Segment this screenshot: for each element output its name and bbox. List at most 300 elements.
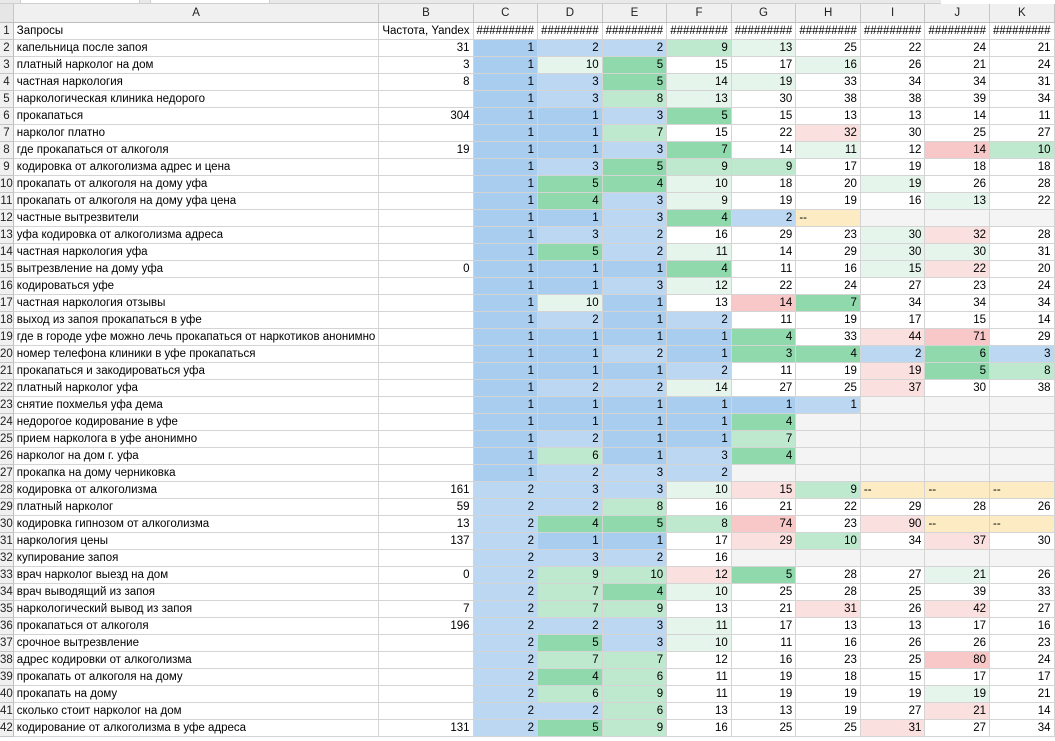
position-cell[interactable]: 9	[602, 719, 667, 736]
position-cell[interactable]: 17	[796, 158, 861, 175]
position-cell[interactable]: 34	[860, 73, 925, 90]
position-cell[interactable]: --	[990, 481, 1055, 498]
position-cell[interactable]: 5	[602, 56, 667, 73]
position-cell[interactable]: 3	[538, 481, 603, 498]
row-header[interactable]: 26	[0, 447, 13, 464]
position-cell[interactable]: 26	[990, 566, 1055, 583]
position-cell[interactable]: 1	[602, 532, 667, 549]
column-header[interactable]: B	[379, 4, 473, 22]
position-cell[interactable]: 3	[602, 634, 667, 651]
position-cell[interactable]: 19	[731, 192, 796, 209]
row-header[interactable]: 7	[0, 124, 13, 141]
query-cell[interactable]: врач нарколог выезд на дом	[13, 566, 379, 583]
position-cell[interactable]: 3	[990, 345, 1055, 362]
position-cell[interactable]: 14	[731, 294, 796, 311]
position-cell[interactable]: 2	[538, 498, 603, 515]
position-cell[interactable]: 26	[925, 634, 990, 651]
position-cell[interactable]: 71	[925, 328, 990, 345]
position-cell[interactable]: 2	[602, 549, 667, 566]
cell[interactable]: #########	[731, 22, 796, 39]
frequency-cell[interactable]: 0	[379, 260, 473, 277]
position-cell[interactable]: 26	[925, 175, 990, 192]
position-cell[interactable]: 3	[602, 209, 667, 226]
position-cell[interactable]: 14	[731, 141, 796, 158]
frequency-cell[interactable]: 3	[379, 56, 473, 73]
position-cell[interactable]: 14	[667, 379, 732, 396]
frequency-cell[interactable]: 59	[379, 498, 473, 515]
position-cell[interactable]: 21	[731, 498, 796, 515]
frequency-cell[interactable]	[379, 413, 473, 430]
row-header[interactable]: 31	[0, 532, 13, 549]
position-cell[interactable]: 18	[925, 158, 990, 175]
position-cell[interactable]: 29	[990, 328, 1055, 345]
position-cell[interactable]: 15	[860, 260, 925, 277]
frequency-cell[interactable]	[379, 583, 473, 600]
row-header[interactable]: 1	[0, 22, 13, 39]
position-cell[interactable]: 27	[860, 702, 925, 719]
position-cell[interactable]: 1	[473, 107, 538, 124]
position-cell[interactable]: 15	[860, 668, 925, 685]
position-cell[interactable]: 21	[731, 600, 796, 617]
position-cell[interactable]: 44	[860, 328, 925, 345]
position-cell[interactable]: 3	[602, 277, 667, 294]
position-cell[interactable]: 1	[473, 243, 538, 260]
row-header[interactable]: 29	[0, 498, 13, 515]
position-cell[interactable]: 3	[602, 617, 667, 634]
position-cell[interactable]: 5	[731, 566, 796, 583]
position-cell[interactable]: 1	[473, 175, 538, 192]
position-cell[interactable]: 42	[925, 600, 990, 617]
position-cell[interactable]: 1	[473, 464, 538, 481]
position-cell[interactable]: 3	[602, 192, 667, 209]
position-cell[interactable]: --	[860, 481, 925, 498]
position-cell[interactable]: 11	[990, 107, 1055, 124]
position-cell[interactable]: 26	[860, 56, 925, 73]
position-cell[interactable]: 2	[473, 498, 538, 515]
position-cell[interactable]: 19	[796, 685, 861, 702]
position-cell[interactable]: 15	[667, 124, 732, 141]
position-cell[interactable]: 28	[796, 566, 861, 583]
position-cell[interactable]: 25	[860, 651, 925, 668]
position-cell[interactable]: 13	[667, 600, 732, 617]
query-cell[interactable]: уфа кодировка от алкоголизма адреса	[13, 226, 379, 243]
position-cell[interactable]: 28	[925, 498, 990, 515]
position-cell[interactable]: 38	[860, 90, 925, 107]
row-header[interactable]: 17	[0, 294, 13, 311]
row-header[interactable]: 11	[0, 192, 13, 209]
position-cell[interactable]: 5	[538, 175, 603, 192]
position-cell[interactable]: 21	[990, 685, 1055, 702]
position-cell[interactable]: 1	[473, 90, 538, 107]
frequency-cell[interactable]	[379, 651, 473, 668]
position-cell[interactable]	[925, 209, 990, 226]
frequency-cell[interactable]	[379, 702, 473, 719]
position-cell[interactable]	[990, 447, 1055, 464]
position-cell[interactable]: 25	[731, 583, 796, 600]
position-cell[interactable]: 10	[538, 294, 603, 311]
position-cell[interactable]	[990, 430, 1055, 447]
position-cell[interactable]: 1	[602, 362, 667, 379]
position-cell[interactable]: 21	[925, 702, 990, 719]
position-cell[interactable]: 3	[602, 464, 667, 481]
position-cell[interactable]: 13	[731, 39, 796, 56]
frequency-cell[interactable]	[379, 175, 473, 192]
position-cell[interactable]: 25	[860, 583, 925, 600]
position-cell[interactable]: 11	[731, 260, 796, 277]
position-cell[interactable]: 1	[538, 277, 603, 294]
position-cell[interactable]: 32	[925, 226, 990, 243]
position-cell[interactable]: 30	[860, 226, 925, 243]
position-cell[interactable]: 1	[473, 362, 538, 379]
position-cell[interactable]: 1	[667, 396, 732, 413]
position-cell[interactable]: 7	[667, 141, 732, 158]
position-cell[interactable]: 4	[602, 583, 667, 600]
position-cell[interactable]: 7	[538, 583, 603, 600]
position-cell[interactable]	[925, 447, 990, 464]
position-cell[interactable]: 15	[667, 56, 732, 73]
frequency-cell[interactable]	[379, 447, 473, 464]
position-cell[interactable]: 37	[925, 532, 990, 549]
position-cell[interactable]: 22	[925, 260, 990, 277]
position-cell[interactable]: 3	[602, 107, 667, 124]
query-cell[interactable]: кодировка от алкоголизма	[13, 481, 379, 498]
column-header[interactable]: A	[13, 4, 379, 22]
position-cell[interactable]: 15	[925, 311, 990, 328]
position-cell[interactable]: 13	[667, 702, 732, 719]
position-cell[interactable]: 27	[925, 719, 990, 736]
position-cell[interactable]: 9	[796, 481, 861, 498]
position-cell[interactable]: 6	[602, 702, 667, 719]
frequency-cell[interactable]	[379, 345, 473, 362]
row-header[interactable]: 16	[0, 277, 13, 294]
query-cell[interactable]: врач выводящий из запоя	[13, 583, 379, 600]
query-cell[interactable]: платный нарколог на дом	[13, 56, 379, 73]
position-cell[interactable]: 3	[667, 447, 732, 464]
position-cell[interactable]: 25	[796, 719, 861, 736]
position-cell[interactable]	[860, 413, 925, 430]
position-cell[interactable]: 1	[731, 396, 796, 413]
query-cell[interactable]: прокапать на дому	[13, 685, 379, 702]
position-cell[interactable]: 1	[473, 413, 538, 430]
row-header[interactable]: 37	[0, 634, 13, 651]
position-cell[interactable]	[796, 430, 861, 447]
position-cell[interactable]: 29	[860, 498, 925, 515]
frequency-cell[interactable]: 31	[379, 39, 473, 56]
position-cell[interactable]: --	[796, 209, 861, 226]
position-cell[interactable]: 1	[473, 226, 538, 243]
frequency-cell[interactable]: 137	[379, 532, 473, 549]
position-cell[interactable]: 4	[796, 345, 861, 362]
frequency-cell[interactable]	[379, 634, 473, 651]
position-cell[interactable]: 7	[538, 600, 603, 617]
position-cell[interactable]: 17	[990, 668, 1055, 685]
position-cell[interactable]: 2	[667, 464, 732, 481]
position-cell[interactable]: 2	[473, 702, 538, 719]
position-cell[interactable]: 1	[667, 413, 732, 430]
row-header[interactable]: 38	[0, 651, 13, 668]
position-cell[interactable]: 19	[796, 362, 861, 379]
position-cell[interactable]: 23	[796, 226, 861, 243]
frequency-cell[interactable]	[379, 209, 473, 226]
frequency-cell[interactable]	[379, 158, 473, 175]
query-cell[interactable]: где в городе уфе можно лечь прокапаться от наркотиков анонимно	[13, 328, 379, 345]
position-cell[interactable]	[796, 447, 861, 464]
position-cell[interactable]: 24	[925, 39, 990, 56]
position-cell[interactable]: 10	[667, 634, 732, 651]
position-cell[interactable]: 1	[538, 413, 603, 430]
position-cell[interactable]: 19	[860, 158, 925, 175]
row-header[interactable]: 42	[0, 719, 13, 736]
position-cell[interactable]: 14	[990, 702, 1055, 719]
query-cell[interactable]: снятие похмелья уфа дема	[13, 396, 379, 413]
row-header[interactable]: 9	[0, 158, 13, 175]
cell[interactable]: #########	[860, 22, 925, 39]
position-cell[interactable]: 10	[796, 532, 861, 549]
position-cell[interactable]: 2	[602, 39, 667, 56]
position-cell[interactable]: 4	[731, 328, 796, 345]
position-cell[interactable]	[925, 464, 990, 481]
column-header[interactable]: H	[796, 4, 861, 22]
query-cell[interactable]: наркологический вывод из запоя	[13, 600, 379, 617]
row-header[interactable]: 33	[0, 566, 13, 583]
position-cell[interactable]: 34	[860, 532, 925, 549]
frequency-cell[interactable]	[379, 90, 473, 107]
query-cell[interactable]: частные вытрезвители	[13, 209, 379, 226]
query-cell[interactable]: нарколог на дом г. уфа	[13, 447, 379, 464]
frequency-cell[interactable]: 7	[379, 600, 473, 617]
position-cell[interactable]: 13	[796, 617, 861, 634]
position-cell[interactable]: 2	[473, 515, 538, 532]
position-cell[interactable]: 1	[602, 430, 667, 447]
cell[interactable]: #########	[925, 22, 990, 39]
query-cell[interactable]: прокапаться от алкоголя	[13, 617, 379, 634]
position-cell[interactable]: 1	[473, 209, 538, 226]
position-cell[interactable]: 3	[602, 481, 667, 498]
position-cell[interactable]: 17	[731, 56, 796, 73]
position-cell[interactable]: 29	[731, 226, 796, 243]
position-cell[interactable]: 27	[860, 566, 925, 583]
position-cell[interactable]: 5	[538, 243, 603, 260]
position-cell[interactable]: 9	[731, 158, 796, 175]
position-cell[interactable]: 4	[538, 192, 603, 209]
position-cell[interactable]: 31	[860, 719, 925, 736]
query-cell[interactable]: платный нарколог	[13, 498, 379, 515]
row-header[interactable]: 18	[0, 311, 13, 328]
query-cell[interactable]: вытрезвление на дому уфа	[13, 260, 379, 277]
position-cell[interactable]: 25	[796, 379, 861, 396]
position-cell[interactable]: 2	[667, 311, 732, 328]
position-cell[interactable]: 1	[473, 311, 538, 328]
position-cell[interactable]: 25	[796, 39, 861, 56]
query-cell[interactable]: кодировка от алкоголизма адрес и цена	[13, 158, 379, 175]
position-cell[interactable]: 19	[925, 685, 990, 702]
position-cell[interactable]: 2	[473, 583, 538, 600]
position-cell[interactable]: 26	[860, 600, 925, 617]
position-cell[interactable]: 31	[990, 243, 1055, 260]
cell[interactable]: #########	[796, 22, 861, 39]
position-cell[interactable]: 74	[731, 515, 796, 532]
frequency-cell[interactable]	[379, 464, 473, 481]
position-cell[interactable]: 2	[473, 600, 538, 617]
position-cell[interactable]: 13	[925, 192, 990, 209]
position-cell[interactable]: 5	[538, 634, 603, 651]
position-cell[interactable]: 3	[538, 90, 603, 107]
position-cell[interactable]	[860, 209, 925, 226]
position-cell[interactable]: 3	[538, 549, 603, 566]
position-cell[interactable]: 15	[731, 107, 796, 124]
position-cell[interactable]: 6	[538, 447, 603, 464]
position-cell[interactable]: 3	[602, 141, 667, 158]
row-header[interactable]: 36	[0, 617, 13, 634]
position-cell[interactable]: 2	[473, 651, 538, 668]
position-cell[interactable]: 22	[796, 498, 861, 515]
column-header[interactable]: C	[473, 4, 538, 22]
position-cell[interactable]: 1	[473, 124, 538, 141]
position-cell[interactable]: 1	[473, 73, 538, 90]
position-cell[interactable]: 17	[925, 617, 990, 634]
cell[interactable]: #########	[667, 22, 732, 39]
position-cell[interactable]: 39	[925, 583, 990, 600]
position-cell[interactable]: 10	[667, 481, 732, 498]
position-cell[interactable]: 39	[925, 90, 990, 107]
position-cell[interactable]: 27	[860, 277, 925, 294]
position-cell[interactable]: 15	[731, 481, 796, 498]
row-header[interactable]: 24	[0, 413, 13, 430]
frequency-cell[interactable]: 13	[379, 515, 473, 532]
position-cell[interactable]: 34	[925, 294, 990, 311]
position-cell[interactable]: 29	[731, 532, 796, 549]
query-cell[interactable]: прокапаться	[13, 107, 379, 124]
position-cell[interactable]: 2	[602, 243, 667, 260]
frequency-cell[interactable]	[379, 362, 473, 379]
position-cell[interactable]: 19	[796, 192, 861, 209]
query-cell[interactable]: кодирование от алкоголизма в уфе адреса	[13, 719, 379, 736]
row-header[interactable]: 20	[0, 345, 13, 362]
position-cell[interactable]: 34	[990, 90, 1055, 107]
position-cell[interactable]: 9	[667, 158, 732, 175]
row-header[interactable]: 19	[0, 328, 13, 345]
frequency-cell[interactable]: 0	[379, 566, 473, 583]
position-cell[interactable]: 1	[796, 396, 861, 413]
position-cell[interactable]: 1	[602, 260, 667, 277]
position-cell[interactable]: 1	[538, 260, 603, 277]
position-cell[interactable]: 14	[667, 73, 732, 90]
position-cell[interactable]: 31	[796, 600, 861, 617]
column-header[interactable]: I	[860, 4, 925, 22]
position-cell[interactable]: 25	[731, 719, 796, 736]
frequency-cell[interactable]	[379, 311, 473, 328]
position-cell[interactable]: 20	[990, 260, 1055, 277]
position-cell[interactable]: 3	[538, 158, 603, 175]
position-cell[interactable]	[925, 413, 990, 430]
position-cell[interactable]: 11	[796, 141, 861, 158]
query-cell[interactable]: нарколог платно	[13, 124, 379, 141]
position-cell[interactable]: 3	[731, 345, 796, 362]
position-cell[interactable]: 5	[602, 515, 667, 532]
position-cell[interactable]: 3	[538, 73, 603, 90]
row-header[interactable]: 8	[0, 141, 13, 158]
row-header[interactable]: 41	[0, 702, 13, 719]
position-cell[interactable]: 12	[667, 566, 732, 583]
position-cell[interactable]: 29	[796, 243, 861, 260]
row-header[interactable]: 23	[0, 396, 13, 413]
position-cell[interactable]: 19	[796, 702, 861, 719]
position-cell[interactable]: 1	[538, 141, 603, 158]
position-cell[interactable]: 2	[473, 634, 538, 651]
position-cell[interactable]: 17	[667, 532, 732, 549]
position-cell[interactable]: 1	[602, 311, 667, 328]
position-cell[interactable]: 21	[925, 566, 990, 583]
row-header[interactable]: 3	[0, 56, 13, 73]
position-cell[interactable]: 1	[602, 294, 667, 311]
position-cell[interactable]: 38	[796, 90, 861, 107]
frequency-cell[interactable]	[379, 226, 473, 243]
position-cell[interactable]: 1	[473, 260, 538, 277]
position-cell[interactable]: 6	[602, 668, 667, 685]
position-cell[interactable]: 4	[538, 515, 603, 532]
query-cell[interactable]: капельница после запоя	[13, 39, 379, 56]
position-cell[interactable]: 2	[473, 481, 538, 498]
position-cell[interactable]: 23	[925, 277, 990, 294]
query-cell[interactable]: наркология цены	[13, 532, 379, 549]
position-cell[interactable]: 23	[796, 515, 861, 532]
position-cell[interactable]: 25	[925, 124, 990, 141]
position-cell[interactable]: 30	[860, 243, 925, 260]
query-cell[interactable]: купирование запоя	[13, 549, 379, 566]
row-header[interactable]: 35	[0, 600, 13, 617]
position-cell[interactable]: 2	[602, 379, 667, 396]
position-cell[interactable]: 9	[538, 566, 603, 583]
position-cell[interactable]: 2	[538, 617, 603, 634]
position-cell[interactable]: 16	[990, 617, 1055, 634]
position-cell[interactable]: 2	[538, 39, 603, 56]
frequency-cell[interactable]: 19	[379, 141, 473, 158]
position-cell[interactable]: 2	[473, 617, 538, 634]
position-cell[interactable]: 10	[990, 141, 1055, 158]
column-header[interactable]: F	[667, 4, 732, 22]
position-cell[interactable]	[990, 413, 1055, 430]
position-cell[interactable]: 1	[538, 532, 603, 549]
position-cell[interactable]: 10	[602, 566, 667, 583]
query-cell[interactable]: частная наркология	[13, 73, 379, 90]
position-cell[interactable]: 1	[473, 379, 538, 396]
column-header[interactable]: G	[731, 4, 796, 22]
position-cell[interactable]	[731, 464, 796, 481]
position-cell[interactable]: 12	[860, 141, 925, 158]
row-header[interactable]: 15	[0, 260, 13, 277]
position-cell[interactable]: 1	[473, 277, 538, 294]
query-cell[interactable]: прием нарколога в уфе анонимно	[13, 430, 379, 447]
position-cell[interactable]: 2	[538, 430, 603, 447]
position-cell[interactable]: 5	[538, 719, 603, 736]
row-header[interactable]: 14	[0, 243, 13, 260]
position-cell[interactable]: 4	[731, 447, 796, 464]
frequency-cell[interactable]	[379, 192, 473, 209]
position-cell[interactable]: 5	[602, 73, 667, 90]
position-cell[interactable]: 17	[860, 311, 925, 328]
position-cell[interactable]: 1	[473, 328, 538, 345]
position-cell[interactable]: 7	[602, 124, 667, 141]
position-cell[interactable]: 13	[860, 107, 925, 124]
position-cell[interactable]: 2	[473, 719, 538, 736]
position-cell[interactable]: 16	[796, 260, 861, 277]
position-cell[interactable]: 14	[925, 141, 990, 158]
position-cell[interactable]: 2	[731, 209, 796, 226]
cell[interactable]: #########	[538, 22, 603, 39]
position-cell[interactable]: 1	[602, 396, 667, 413]
position-cell[interactable]: 9	[602, 685, 667, 702]
position-cell[interactable]: 1	[473, 430, 538, 447]
